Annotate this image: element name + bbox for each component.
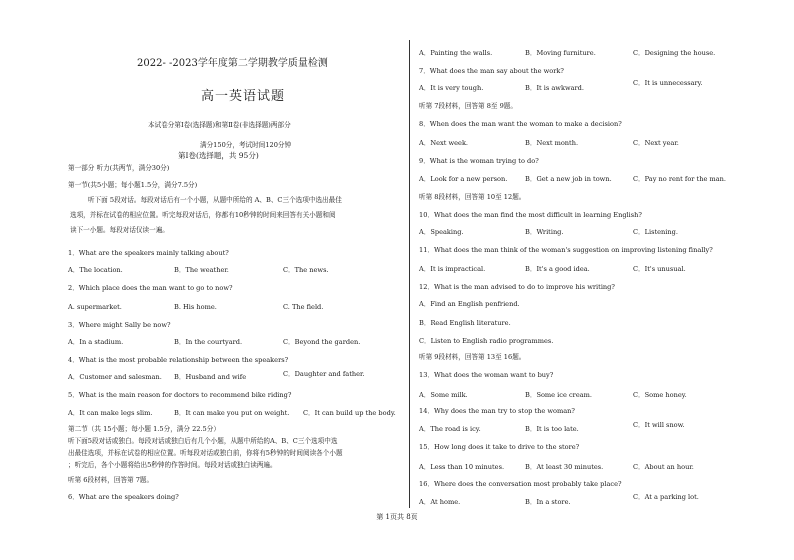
question-15-option-c: C．About an hour. [633,463,694,471]
question-10-option-a: A．Speaking. [419,228,464,236]
question-10-option-b: B．Writing. [525,228,564,236]
question-6: 6．What are the speakers doing? [68,493,179,501]
question-16-option-b: B．In a store. [525,498,571,506]
question-4: 4．What is the most probable relationship between the speakers? [68,356,289,364]
question-16-option-c: C．At a parking lot. [633,493,699,501]
question-1-option-b: B．The weather. [174,266,229,274]
part-one-heading: 第Ⅰ卷(选择题，共 95分) [178,151,259,160]
question-15-option-b: B．At least 30 minutes. [525,463,604,471]
question-13-option-b: B．Some ice cream. [525,391,593,399]
question-12-option-a: A．Find an English penfriend. [419,300,520,308]
material-8-note: 听第 8段材料，回答第 10至 12题。 [419,193,526,201]
question-2: 2．Which place does the man want to go to now? [68,284,233,292]
question-2-option-c: C. The field. [283,303,324,311]
question-7-option-b: B．It is awkward. [525,84,584,92]
question-7-option-a: A．It is very tough. [419,84,484,92]
question-15: 15．How long does it take to drive to the store? [419,443,580,451]
question-13: 13．What does the woman want to buy? [419,371,554,379]
intro-line-1: 本试卷分第Ⅰ卷(选择题)和第Ⅱ卷(非选择题)两部分 [148,121,291,129]
question-6-option-b: B．Moving furniture. [525,49,596,57]
question-5-option-a: A．It can make legs slim. [68,409,153,417]
instructions-2b: 出最佳选项，并标在试卷的相应位置。听每段对话或独白前，你将有5秒钟的时间阅读各个小题 [68,449,343,457]
question-11-option-b: B．It's a good idea. [525,265,590,273]
exam-title: 高一英语试题 [201,89,286,104]
question-16-option-a: A．At home. [419,498,461,506]
question-4-option-c: C．Daughter and father. [283,370,365,378]
material-6-note: 听第 6段材料，回答第 7题。 [68,476,154,484]
question-11: 11．What does the man think of the woman's suggestion on improving listening finally? [419,246,713,254]
instructions-1b: 选项，并标在试卷的相应位置。听完每段对话后，你都有10秒钟的时间来回答有关小题和阅 [70,211,336,219]
question-5-option-b: B．It can make you put on weight. [174,409,290,417]
question-3-option-a: A．In a stadium. [68,338,124,346]
section-one-heading: 第一部分 听力(共两节，满分30分) [68,164,170,172]
intro-line-2: 满分150分，考试时间120分钟 [200,141,292,149]
question-15-option-a: A．Less than 10 minutes. [419,463,505,471]
question-12: 12．What is the man advised to do to improve his writing? [419,283,615,291]
question-4-option-a: A．Customer and salesman. [68,373,162,381]
exam-header: 2022- -2023学年度第二学期教学质量检测 [137,58,328,69]
material-7-note: 听第 7段材料，回答第 8至 9题。 [419,102,517,110]
question-11-option-c: C．It's unusual. [633,265,686,273]
question-9: 9．What is the woman trying to do? [419,157,539,165]
instructions-2c: ；听完后，各个小题将给出5秒钟的作答时间。每段对话或独白读两遍。 [68,461,277,469]
question-13-option-c: C．Some honey. [633,391,687,399]
question-1-option-c: C．The news. [283,266,329,274]
question-10-option-c: C．Listening. [633,228,678,236]
question-8: 8．When does the man want the woman to make a decision? [419,120,622,128]
question-12-option-b: B．Read English literature. [419,319,511,327]
question-1-option-a: A．The location. [68,266,123,274]
question-14-option-b: B．It is too late. [525,425,579,433]
instructions-1c: 读下一小题。每段对话仅读一遍。 [70,226,169,234]
question-11-option-a: A．It is impractical. [419,265,486,273]
question-14-option-c: C．It will snow. [633,421,685,429]
question-5-option-c: C．It can build up the body. [303,409,396,417]
question-2-option-a: A. supermarket. [68,303,122,311]
question-14-option-a: A．The road is icy. [419,425,481,433]
question-14: 14．Why does the man try to stop the woman? [419,407,575,415]
question-4-option-b: B．Husband and wife [174,373,247,381]
question-9-option-b: B．Get a new job in town. [525,175,612,183]
question-7: 7．What does the man say about the work? [419,67,564,75]
question-9-option-a: A．Look for a new person. [419,175,508,183]
question-1: 1．What are the speakers mainly talking about? [68,249,229,257]
column-divider [409,40,410,508]
question-8-option-a: A．Next week. [419,139,469,147]
instructions-2a: 听下面5段对话或独白。每段对话或独白后有几个小题，从题中所给的A、B、C三个选项中选 [68,437,338,445]
question-3-option-c: C．Beyond the garden. [283,338,361,346]
question-6-option-a: A．Painting the walls. [419,49,493,57]
question-3: 3．Where might Sally be now? [68,321,171,329]
question-16: 16．Where does the conversation most probably take place? [419,480,622,488]
question-6-option-c: C．Designing the house. [633,49,716,57]
question-10: 10．What does the man find the most difficult in learning English? [419,211,642,219]
question-12-option-c: C．Listen to English radio programmes. [419,337,554,345]
question-8-option-c: C．Next year. [633,139,679,147]
section-one-part-two: 第二节（共 15小题；每小题 1.5分，满分 22.5分） [68,425,220,433]
question-3-option-b: B．In the courtyard. [174,338,243,346]
question-5: 5．What is the main reason for doctors to recommend bike riding? [68,391,292,399]
instructions-1a: 听下面 5段对话。每段对话后有一个小题，从题中所给的 A、B、C三个选项中选出最佳 [88,196,342,204]
page-footer: 第 1页共 8页 [376,513,418,521]
question-13-option-a: A．Some milk. [419,391,468,399]
question-9-option-c: C．Pay no rent for the man. [633,175,726,183]
question-2-option-b: B. His home. [174,303,217,311]
question-7-option-c: C．It is unnecessary. [633,79,703,87]
question-8-option-b: B．Next month. [525,139,579,147]
section-one-part-one: 第一节(共5小题；每小题1.5分，满分7.5分) [68,181,198,189]
material-9-note: 听第 9段材料，回答第 13至 16题。 [419,353,526,361]
